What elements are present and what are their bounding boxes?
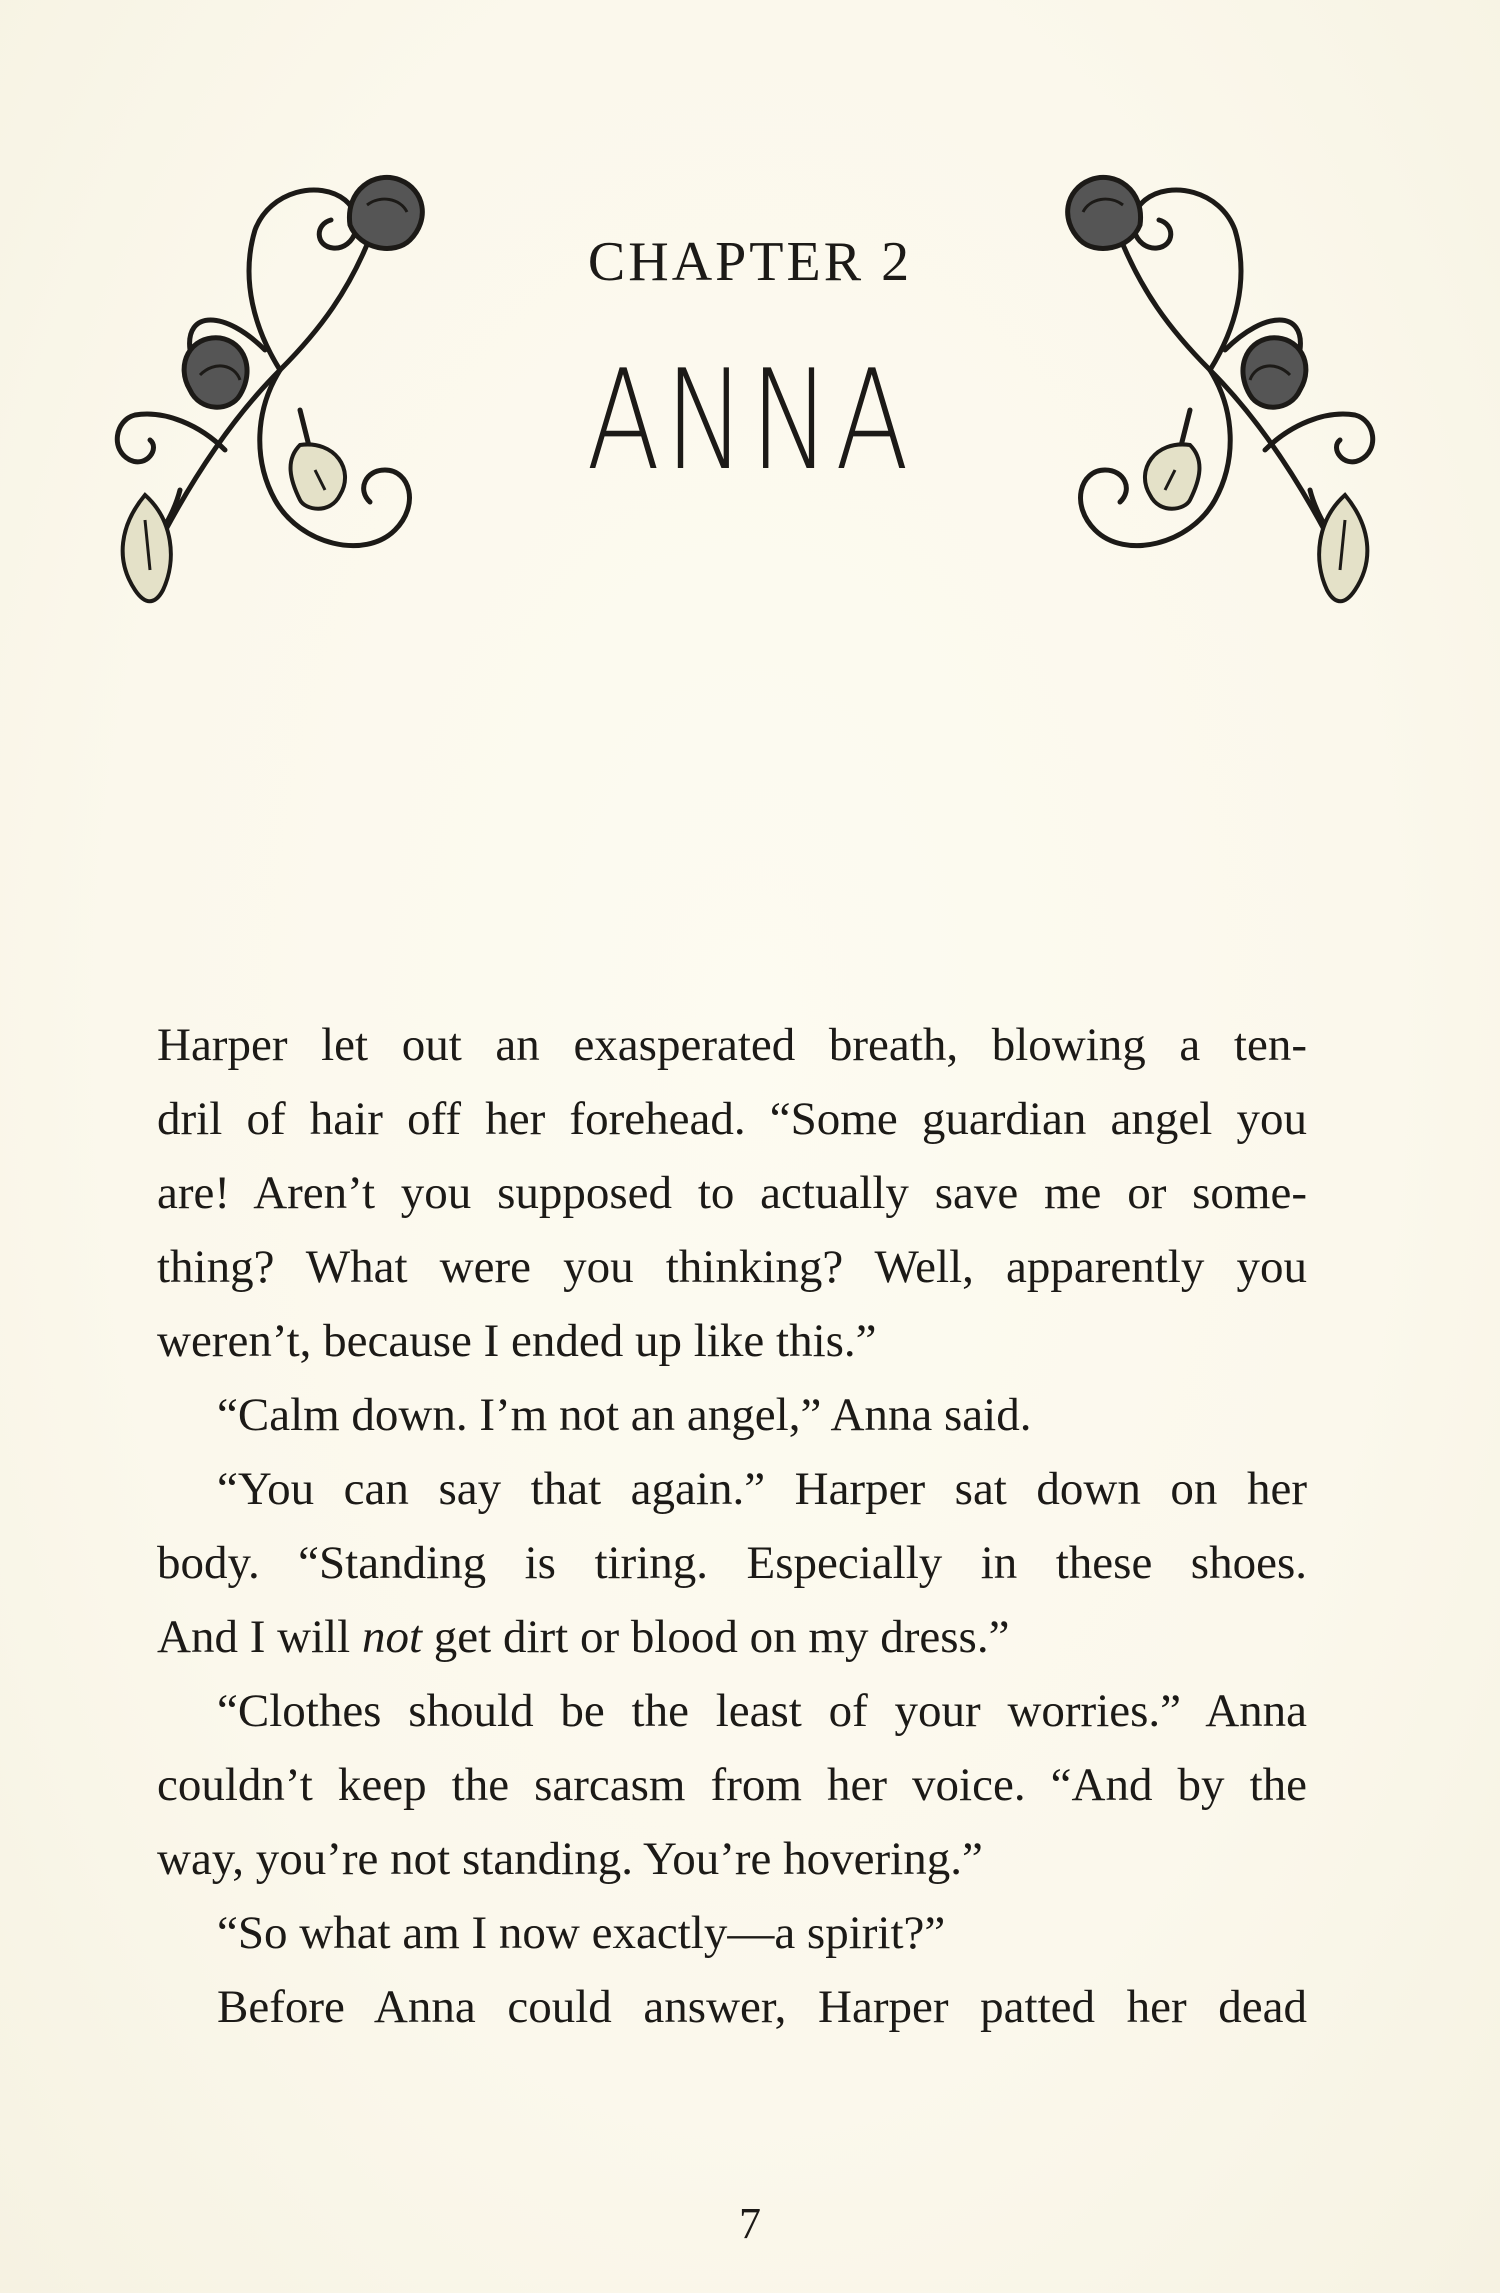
- page-number: 7: [739, 2199, 761, 2248]
- text-line: couldn’t keep the sarcasm from her voice. “And by the: [157, 1759, 1307, 1811]
- text-line: way, you’re not standing. You’re hovering.”: [157, 1833, 983, 1885]
- text-line: “Calm down. I’m not an angel,” Anna said.: [217, 1389, 1032, 1441]
- text-line: body. “Standing is tiring. Especially in these shoes.: [157, 1537, 1307, 1589]
- body-text: [157, 1008, 1307, 2044]
- text-line: “You can say that again.” Harper sat down on her: [217, 1463, 1307, 1515]
- text-line: thing? What were you thinking? Well, apparently you: [157, 1241, 1307, 1293]
- emphasized-word: not: [361, 1611, 423, 1663]
- text-line-after: get dirt or blood on my dress.”: [422, 1611, 1010, 1663]
- text-line: “Clothes should be the least of your worries.” Anna: [217, 1685, 1307, 1737]
- text-line: are! Aren’t you supposed to actually save me or some-: [157, 1167, 1307, 1219]
- text-line: [157, 1600, 1307, 1674]
- text-line: Before Anna could answer, Harper patted her dead: [217, 1981, 1307, 2033]
- text-line: dril of hair off her forehead. “Some guardian angel you: [157, 1093, 1307, 1145]
- text-line: Harper let out an exasperated breath, blowing a ten-: [157, 1019, 1307, 1071]
- text-line: weren’t, because I ended up like this.”: [157, 1315, 877, 1367]
- chapter-title: ANNA: [586, 340, 914, 501]
- chapter-label: CHAPTER 2: [587, 231, 913, 293]
- text-line-before: And I will: [157, 1611, 362, 1663]
- text-line: “So what am I now exactly—a spirit?”: [217, 1907, 946, 1959]
